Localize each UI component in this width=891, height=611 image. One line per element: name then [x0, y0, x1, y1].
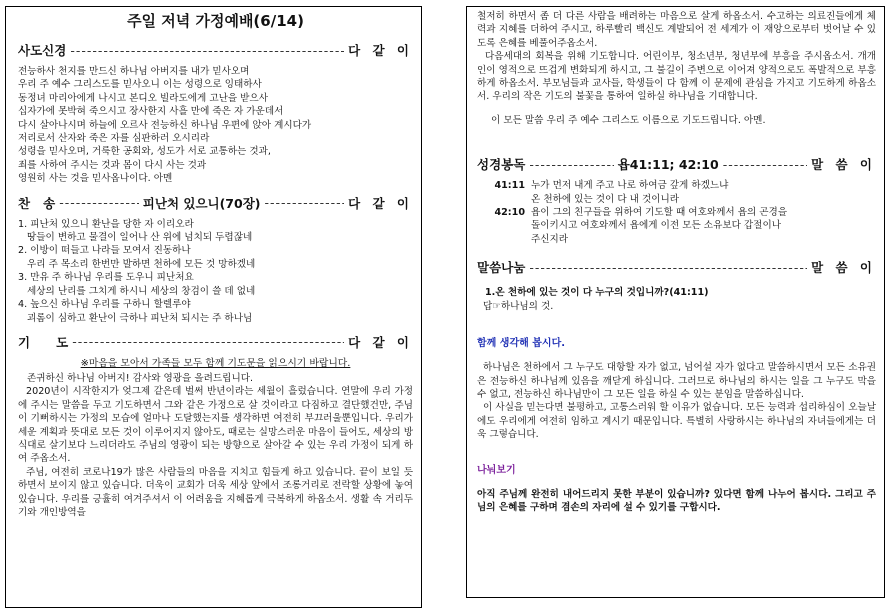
divider	[529, 157, 613, 172]
verse-line: 주신지라	[531, 233, 569, 245]
creed-text	[18, 65, 413, 186]
think-paragraph: 이 사실을 믿는다면 불평하고, 고통스러워 할 이유가 없습니다. 모든 능력과 섭리하심이 오늘날에도 우리에게 여전히 임하고 계시기 때문입니다. 특별히 사랑하시는 하나님의 자녀들에게는 더욱 그렇습니다.	[477, 402, 876, 441]
page-title: 주일 저녁 가정예배(6/14)	[127, 12, 304, 30]
scripture-passage	[477, 179, 876, 246]
sharing-heading	[477, 258, 876, 276]
prayer-paragraph: 주님, 여전히 코로나19가 많은 사람들의 마음을 지치고 힘들게 하고 있습니다. 끝이 보일 듯 하면서 보이지 않고 있습니다. 더욱이 교회가 더욱 세상 앞에서 조롱거리로 전락할 상황에 놓여 있습니다. 우리를 긍휼히 여겨주셔서 이 어려움을 지혜롭게 극복하게 하옵소서. 생활 속 거리두기와 개인방역을	[18, 466, 413, 518]
divider	[70, 43, 344, 58]
hymn-lyrics	[18, 218, 413, 325]
verse-ref: 42:10	[494, 207, 525, 219]
verse	[477, 179, 876, 206]
verse-line: 돌이키시고 여호와께서 욥에게 이전 모든 소유보다 갑절이나	[531, 220, 781, 232]
creed-line: 전능하사 천지를 만드신 하나님 아버지를 내가 믿사오며	[18, 66, 250, 77]
prayer-notice: ※마음을 모아서 가족들 모두 함께 기도문을 읽으시기 바랍니다.	[80, 357, 351, 369]
think-paragraph: 하나님은 천하에서 그 누구도 대항할 자가 없고, 넘어설 자가 없다고 말씀하시면서 모든 소유권은 전능하신 하나님께 있음을 깨닫게 하십니다. 그러므로 하나님의 하시는 일을 그 누구도 막을 수 없고, 전능하신 하나님만이 그 모든 일을 하실 수 있는 분임을 말씀하십니다.	[477, 362, 876, 400]
hymn-line: 땅들이 변하고 물결이 일어나 산 위에 넘치되 두렵잖네	[27, 232, 253, 244]
prayer-opening: 존귀하신 하나님 아버지! 감사와 영광을 올려드립니다.	[27, 372, 254, 384]
divider	[529, 260, 807, 275]
prayer-closing: 이 모든 말씀 우리 주 예수 그리스도 이름으로 기도드립니다. 아멘.	[491, 114, 766, 126]
think-title: 함께 생각해 봅시다.	[477, 338, 566, 350]
verse	[477, 206, 876, 246]
hymn-title: 피난처 있으니(70장)	[142, 195, 261, 211]
hymn-line: 4. 높으신 하나님 우리를 구하니 할렐루야	[18, 299, 191, 311]
hymn-line: 2. 이방이 떠들고 나라들 모여서 진동하나	[18, 245, 191, 257]
verse-line: 온 천하에 있는 것이 다 내 것이니라	[531, 193, 680, 205]
hymn-line: 3. 만유 주 하나님 우리를 도우니 피난처요	[18, 272, 194, 284]
divider	[59, 195, 139, 210]
sharing-heading-label: 말씀나눔	[477, 260, 526, 276]
creed-line: 다시 살아나시며 하늘에 오르사 전능하신 하나님 우편에 앉아 계시다가	[18, 119, 312, 131]
prayer-paragraph: 다음세대의 회복을 위해 기도합니다. 어린이부, 청소년부, 청년부에 부흥을 주시옵소서. 개개인이 영적으로 뜨겁게 변화되게 하시고, 그 불길이 주변으로 이어져 양적으로도 폭발적으로 부흥하게 하옵소서. 부모님들과 교사들, 학생들이 다 함께 이 문제에 관심을 가지고 기도하게 하옵소서. 우리의 작은 기도의 불꽃을 통하여 일하실 하나님을 기대합니다.	[477, 51, 876, 103]
prayer-paragraph: 2020년이 시작한지가 엊그제 같은데 벌써 반년이라는 세월이 흘렀습니다. 연말에 우리 가정에 주시는 말씀을 두고 기도하면서 그와 같은 가정으로 살 것이라고 다짐하고 결단했건만, 주님이 기뻐하시는 가정의 모습에 얼마나 도달했는지를 생각하면 여전히 부끄러울뿐입니다. 우리가 세운 계획과 뜻대로 모든 것이 이루어지지 않아도, 때로는 실망스러운 마음이 들어도, 세상의 방식대로 살기보다 느리더라도 주님의 영광이 되는 방향으로 살아갈 수 있는 우리 가정이 되게 하여 주옵소서.	[18, 386, 413, 465]
verse-line: 누가 먼저 내게 주고 나로 하여금 갚게 하겠느냐	[531, 180, 729, 192]
reading-tag: 말 씀 이	[811, 157, 877, 173]
hymn-line: 괴롬이 심하고 환난이 극하나 피난처 되시는 주 하나님	[27, 312, 253, 324]
divider	[72, 334, 344, 349]
sharing-question: 1.온 천하에 있는 것이 다 누구의 것입니까?(41:11)	[485, 287, 709, 299]
reading-heading	[477, 155, 876, 173]
creed-tag: 다 같 이	[348, 43, 413, 58]
prayer-heading-label: 기 도	[18, 334, 69, 350]
divider	[723, 157, 807, 172]
hymn-line: 1. 피난처 있으니 환난을 당한 자 이리오라	[18, 218, 194, 230]
sharing-tag: 말 씀 이	[811, 260, 876, 276]
creed-line: 영원히 사는 것을 믿사옵나이다. 아멘	[18, 173, 173, 185]
reading-reference: 욥41:11; 42:10	[617, 157, 719, 173]
hymn-heading-label: 찬 송	[18, 195, 56, 211]
sharing-answer: 답☞하나님의 것.	[483, 300, 554, 312]
creed-line: 십자가에 못박혀 죽으시고 장사한지 사흘 만에 죽은 자 가운데서	[18, 106, 284, 118]
creed-heading	[18, 41, 413, 59]
prayer-tag: 다 같 이	[348, 334, 413, 350]
prayer-paragraph: 철저히 하면서 좀 더 다른 사람을 배려하는 마음으로 살게 하옵소서. 수고하는 의료진들에게 체력과 지혜를 더하여 주시고, 하루빨리 백신도 계발되어 전 세계가 이 재앙으로부터 벗어날 수 있도록 은혜를 베풀어주옵소서.	[477, 11, 876, 49]
share-title: 나눠보기	[477, 464, 516, 476]
prayer-heading	[18, 333, 413, 351]
creed-heading-label: 사도신경	[18, 43, 67, 58]
verse-ref: 41:11	[494, 180, 525, 192]
right-column	[466, 6, 885, 598]
hymn-line: 우리 주 목소리 한번만 발하면 천하에 모든 것 망하겠네	[27, 258, 256, 270]
hymn-heading	[18, 194, 413, 212]
creed-line: 우리 주 예수 그리스도를 믿사오니 이는 성령으로 잉태하사	[18, 79, 262, 91]
creed-line: 죄를 사하여 주시는 것과 몸이 다시 사는 것과	[18, 159, 207, 171]
divider	[265, 195, 345, 210]
hymn-line: 세상의 난리를 그치게 하시니 세상의 창검이 쓸 데 없네	[27, 285, 256, 297]
creed-line: 성령을 믿사오며, 거룩한 공회와, 성도가 서로 교통하는 것과,	[18, 146, 271, 158]
creed-line: 저리로서 산자와 죽은 자를 심판하러 오시리라	[18, 133, 210, 145]
verse-line: 욥이 그의 친구들을 위하여 기도할 때 여호와께서 욥의 곤경을	[531, 207, 788, 219]
reading-heading-label: 성경봉독	[477, 157, 526, 173]
share-text: 아직 주님께 완전히 내어드리지 못한 부분이 있습니까? 있다면 함께 나누어 봅시다. 그리고 주님의 은혜를 구하며 겸손의 자리에 설 수 있기를 구합시다.	[477, 488, 876, 513]
creed-line: 동정녀 마리아에게 나시고 본디오 빌라도에게 고난을 받으사	[18, 92, 268, 104]
hymn-tag: 다 같 이	[348, 195, 414, 211]
left-column	[5, 6, 422, 608]
